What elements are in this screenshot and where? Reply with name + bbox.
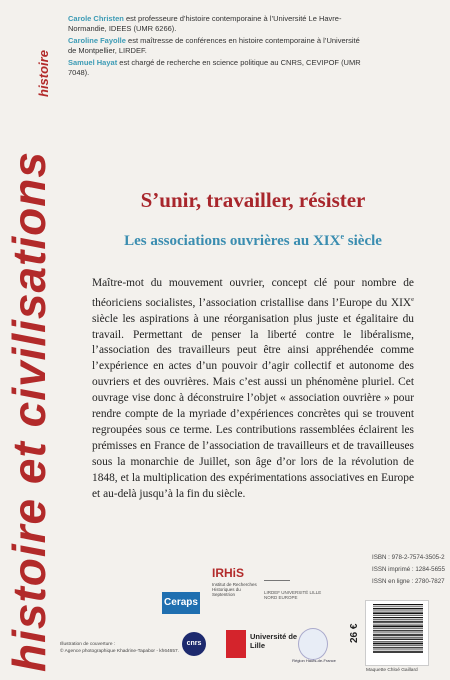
lirdef-logo: LIRDEF UNIVERSITÉ LILLE NORD EUROPE (264, 590, 322, 600)
illustration-credit (60, 641, 190, 655)
author-name: Samuel Hayat (68, 57, 118, 67)
blurb-part-1: Maître-mot du mouvement ouvrier, concept clé pour nombre de théoriciens socialistes, l’association cristallise dans l’Europe du XIX (92, 277, 414, 309)
isbn-info (372, 552, 445, 588)
author-bio: est maîtresse de conférences en histoire contemporaine à l’Université de Montpellier, LIRDEF. (68, 35, 360, 56)
author-notes (68, 14, 368, 79)
cnrs-logo: cnrs (182, 632, 206, 656)
author-note (68, 58, 368, 79)
issn-print: ISSN imprimé : 1284-5655 (372, 566, 445, 573)
author-name: Caroline Fayolle (68, 35, 126, 45)
illustration-credit-line: © Agence photographique Khadrine-Tapabor - kh64657. (60, 649, 180, 654)
lirdef-logo-mark (264, 580, 290, 589)
irhis-logo: IRHiS (212, 566, 245, 580)
region-logo-icon (298, 628, 328, 660)
book-title: S’unir, travailler, résister (140, 188, 366, 212)
series-name: histoire et civilisations (3, 151, 55, 672)
ulille-logo-mark (226, 630, 246, 658)
barcode-icon (373, 604, 423, 654)
illustration-credit-line: Illustration de couverture : (60, 642, 116, 647)
author-bio: est professeure d’histoire contemporaine à l’Université Le Havre-Normandie, IDEES (UMR 6266). (68, 14, 342, 34)
author-note (68, 36, 368, 57)
isbn: ISBN : 978-2-7574-3505-2 (372, 554, 445, 561)
author-bio: est chargé de recherche en science politique au CNRS, CEVIPOF (UMR 7048). (68, 57, 361, 78)
book-subtitle (0, 232, 450, 250)
series-tag: histoire (36, 50, 51, 97)
subtitle-text-end: siècle (344, 233, 382, 249)
irhis-logo-subtitle: Institut de Recherches Historiques du Septentrion (212, 582, 257, 597)
layout-credit: Maquette Chloé Gaillard (366, 668, 418, 673)
price: 26 € (349, 623, 360, 643)
blurb-part-2: siècle les aspirations à une réorganisation plus juste et égalitaire du travail. Permettant de penser la liberté contre le libéralisme, l’association des travailleurs peut être ainsi appréhendée comme l’expérience en actes d’un pouvoir d’agir collectif et autonome des ouvriers et des ouvrières. Mais c’est aussi un phénomène pluriel. Cet ouvrage vise donc à déconstruire l’objet « association ouvrière » pour rendre compte de la myriade d’expériences concrètes qui se trouvent regroupées sous ce terme. Les contributions rassemblées éclairent les prémisses en France de l’association de travailleurs et de travailleuses sous la monarchie de Juillet, son âge d’or lors de la révolution de 1848, et la multiplication des expérimentations associatives en Europe et au-delà jusqu’à la fin du siècle. (92, 312, 414, 500)
ceraps-logo: Ceraps (162, 592, 200, 614)
region-logo: Région Hauts-de-France (292, 658, 336, 663)
author-note (68, 14, 368, 35)
ulille-logo: Université de Lille (250, 632, 298, 650)
author-name: Carole Christen (68, 14, 124, 23)
blurb (92, 276, 414, 502)
issn-online: ISSN en ligne : 2780-7827 (372, 578, 445, 585)
blurb-sup: e (411, 295, 414, 303)
subtitle-sup: e (340, 232, 345, 241)
subtitle-text: Les associations ouvrières au XIX (124, 233, 341, 249)
series-band (0, 0, 56, 680)
